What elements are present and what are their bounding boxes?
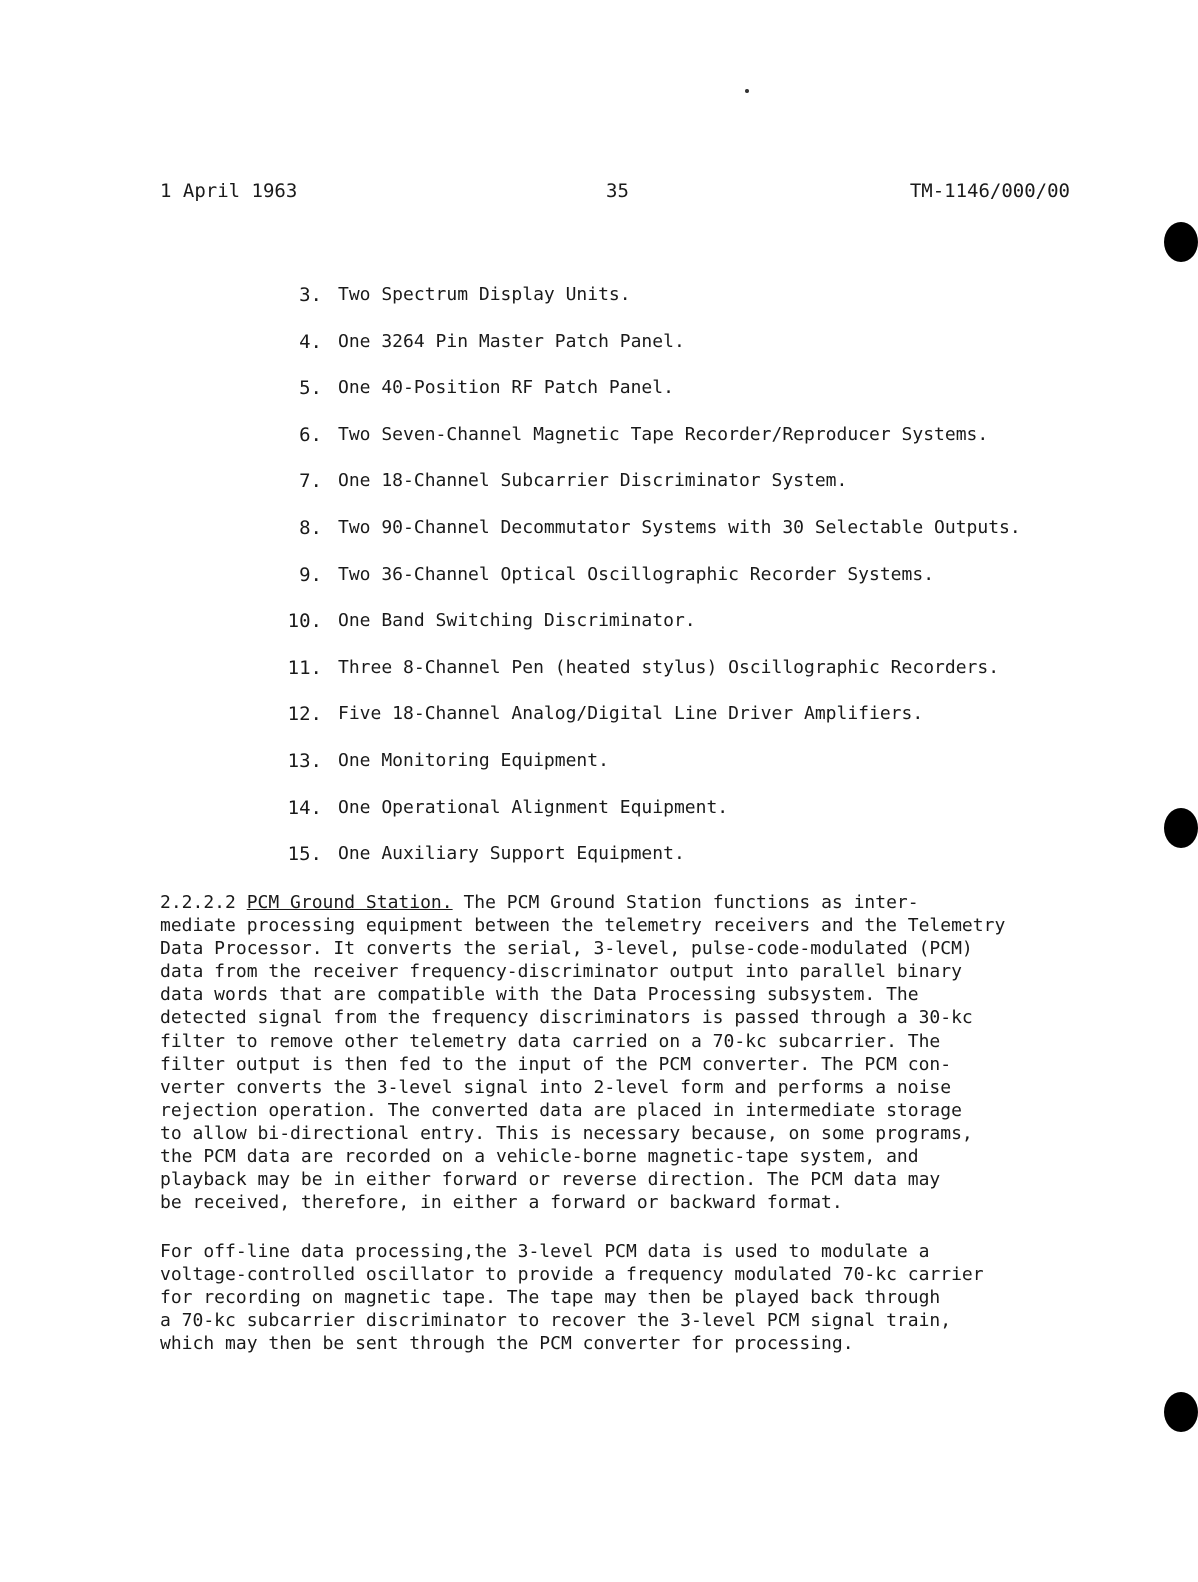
list-item-number: 15. [287, 843, 322, 866]
list-item-text: Two Spectrum Display Units. [338, 284, 631, 305]
punch-hole-top [1164, 222, 1198, 262]
list-item-number: 3. [299, 284, 322, 306]
list-item-number: 8. [299, 516, 322, 539]
ink-speck [745, 89, 749, 93]
list-item [270, 376, 1080, 423]
offline-processing-paragraph: For off-line data processing,the 3-level PCM data is used to modulate a voltage-controlled oscillator to provide a frequency modulated 70-kc carrier for recording on magnetic tape. The tape may then be played back through a 70-kc subcarrier discriminator to recover the 3-level PCM signal train, which may then be sent through the PCM converter for processing. [160, 1241, 984, 1355]
list-item [270, 749, 1080, 796]
list-item-number: 13. [287, 749, 322, 772]
list-item [270, 609, 1080, 656]
section-title: PCM Ground Station. [246, 892, 453, 913]
list-item-number: 12. [287, 703, 322, 726]
page-header [160, 180, 1070, 210]
list-item-text: Two Seven-Channel Magnetic Tape Recorder/Reproducer Systems. [338, 423, 989, 445]
list-item-text: Two 36-Channel Optical Oscillographic Recorder Systems. [338, 563, 935, 585]
list-item-number: 4. [299, 330, 322, 353]
list-item-text: Five 18-Channel Analog/Digital Line Driver Amplifiers. [338, 703, 924, 725]
list-item [270, 423, 1080, 470]
list-item [270, 283, 1080, 330]
document-id: TM-1146/000/00 [909, 180, 1070, 202]
section-number: 2.2.2.2 [160, 892, 236, 913]
list-item-text: One 3264 Pin Master Patch Panel. [338, 330, 685, 352]
list-item-number: 5. [299, 377, 322, 400]
punch-hole-middle [1164, 808, 1198, 848]
list-item-text: Two 90-Channel Decommutator Systems with 30 Selectable Outputs. [338, 516, 1021, 538]
punch-hole-bottom [1164, 1392, 1198, 1432]
list-item [270, 702, 1080, 749]
list-item-number: 11. [287, 656, 322, 679]
list-item-text: One 40-Position RF Patch Panel. [338, 377, 674, 399]
list-item [270, 796, 1080, 843]
list-item-text: One Auxiliary Support Equipment. [338, 843, 685, 865]
list-item [270, 842, 1080, 889]
list-item-text: One Monitoring Equipment. [338, 749, 609, 771]
list-item-text: One 18-Channel Subcarrier Discriminator System. [338, 470, 848, 492]
list-item [270, 656, 1080, 703]
list-item-number: 7. [299, 470, 322, 493]
list-item [270, 516, 1080, 563]
list-item-text: One Band Switching Discriminator. [338, 610, 696, 632]
equipment-list [270, 283, 1080, 889]
header-date: 1 April 1963 [160, 180, 298, 202]
list-item-number: 10. [287, 610, 322, 633]
section-body: The PCM Ground Station functions as inter- mediate processing equipment between the telemetry receivers and the Telemetry Data Processor. It converts the serial, 3-level, pulse-code-modulated (PCM) data from the receiver frequency-discriminator output into parallel binary data words that are compatible with the Data Processing subsystem. The detected signal from the frequency discriminators is passed through a 30-kc filter to remove other telemetry data carried on a 70-kc subcarrier. The filter output is then fed to the input of the PCM converter. The PCM con- verter converts the 3-level signal into 2-level form and performs a noise rejection operation. The converted data are placed in intermediate storage to allow bi-directional entry. This is necessary because, on some programs, the PCM data are recorded on a vehicle-borne magnetic-tape system, and playback may be in either forward or reverse direction. The PCM data may be received, therefore, in either a forward or backward format. [160, 892, 1006, 1214]
list-item [270, 469, 1080, 516]
list-item [270, 563, 1080, 610]
list-item-number: 6. [299, 423, 322, 446]
list-item [270, 330, 1080, 377]
list-item-text: Three 8-Channel Pen (heated stylus) Oscillographic Recorders. [338, 656, 1000, 678]
list-item-number: 14. [287, 796, 322, 819]
section-paragraph [160, 891, 1080, 1214]
list-item-text: One Operational Alignment Equipment. [338, 796, 729, 818]
list-item-number: 9. [299, 563, 322, 586]
page-number: 35 [606, 180, 629, 202]
